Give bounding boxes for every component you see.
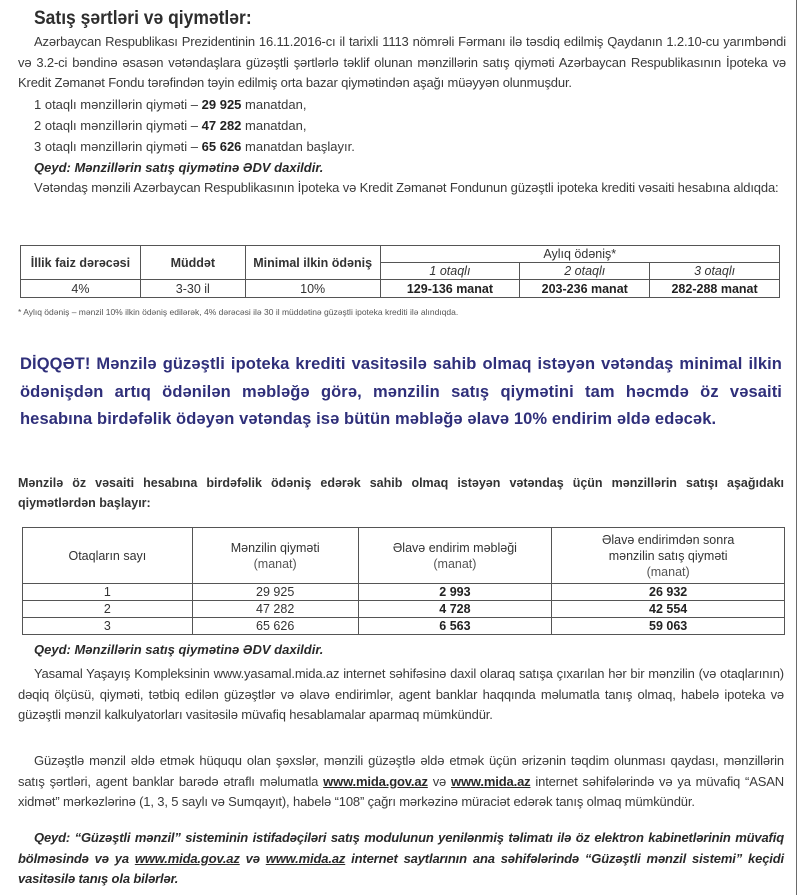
price-list (18, 94, 786, 157)
cell-final-price: 26 932 (552, 584, 785, 601)
document-content (18, 6, 786, 886)
paragraph-text: Güzəştlə mənzil əldə etmək hüququ olan şəxslər, mənzili güzəştlə əldə etmək üçün ərizənin təqdim olunması qaydası, mənzillərin satış şərtləri, agent banklar barədə ətraflı məlumatla (18, 753, 784, 789)
price-line-3room (34, 136, 786, 157)
mortgage-intro: Vətəndaş mənzili Azərbaycan Respublikasının İpoteka və Kredit Zəmanət Fondunun güzəştli ipoteka krediti vəsaiti hesabına aldıqda: (34, 179, 779, 195)
cash-price-table (22, 527, 785, 635)
header-discount-label: Əlavə endirim məbləği (392, 540, 517, 555)
header-rate: İllik faiz dərəcəsi (21, 246, 141, 280)
price-suffix: manatdan, (241, 96, 307, 112)
cell-final-price: 59 063 (552, 618, 785, 635)
price-amount: 29 925 (201, 96, 242, 112)
header-monthly: Aylıq ödəniş* (380, 246, 779, 263)
final-note-paragraph (18, 828, 784, 890)
table-row (23, 618, 785, 635)
cell-term: 3-30 il (140, 280, 245, 298)
cell-price: 29 925 (192, 584, 358, 601)
cell-discount: 2 993 (358, 584, 552, 601)
header-discount (358, 528, 552, 584)
eligibility-paragraph (18, 751, 784, 813)
table-row (21, 280, 780, 298)
cell-discount: 6 563 (358, 618, 552, 635)
header-rooms (23, 528, 193, 584)
price-amount: 47 282 (201, 117, 242, 133)
link-mida-az[interactable]: www.mida.az (265, 850, 346, 866)
header-min-payment: Minimal ilkin ödəniş (245, 246, 380, 280)
cell-rooms: 1 (23, 584, 193, 601)
header-room3: 3 otaqlı (650, 263, 780, 280)
price-line-2room (34, 115, 786, 136)
paragraph-text: internet saytlarının ana səhifələrində “Güzəştli mənzil sistemi” keçidi vasitəsilə tanış ola bilərlər. (18, 850, 784, 886)
header-term: Müddət (140, 246, 245, 280)
cell-room2: 203-236 manat (520, 280, 650, 298)
vat-note: Qeyd: Mənzillərin satış qiymətinə ƏDV daxildir. (34, 159, 324, 175)
cell-room1: 129-136 manat (380, 280, 520, 298)
price-line-1room (34, 94, 786, 115)
paragraph-text: internet səhifələrində və ya müvafiq “ASAN xidmət” mərkəzlərinə (1, 3, 5 saylı və Sumqayıt), habelə “108” çağrı mərkəzinə müraciət edərək tanış olmaq mümkündür. (18, 773, 784, 809)
paragraph-text: və (427, 773, 451, 789)
cell-rooms: 2 (23, 601, 193, 618)
header-rooms-label: Otaqların sayı (68, 548, 147, 563)
cell-min-payment: 10% (245, 280, 380, 298)
header-final-price (552, 528, 785, 584)
price-label: 2 otaqlı mənzillərin qiyməti – (34, 117, 202, 133)
header-final-line1: Əlavə endirimdən sonra (601, 532, 735, 547)
price-suffix: manatdan, (241, 117, 307, 133)
cell-room3: 282-288 manat (650, 280, 780, 298)
header-price-label: Mənzilin qiyməti (230, 540, 320, 555)
table-row (23, 584, 785, 601)
link-mida-az[interactable]: www.mida.az (451, 773, 531, 789)
header-price (192, 528, 358, 584)
price-label: 3 otaqlı mənzillərin qiyməti – (34, 138, 202, 154)
paragraph-text: Qeyd: “Güzəştli mənzil” sisteminin istifadəçiləri satış modulunun yenilənmiş təlimatı ilə öz elektron kabinetlərinin müvafiq bölməsində və ya (18, 830, 784, 866)
price-suffix: manatdan başlayır. (241, 138, 355, 154)
header-room2: 2 otaqlı (520, 263, 650, 280)
link-mida-gov-az[interactable]: www.mida.gov.az (323, 773, 428, 789)
yasamal-paragraph: Yasamal Yaşayış Kompleksinin www.yasamal.mida.az internet səhifəsinə daxil olaraq satışa çıxarılan hər bir mənzilin (və otaqlarının) dəqiq ölçüsü, qiyməti, tətbiq edilən güzəştlər və əlavə endirimlər, agent banklar haqqında məlumatla tanış olmaq, habelə ipoteka və güzəştli mənzil kalkulyatorları vasitəsilə müvafiq hesablamalar aparmaq mümkündür. (18, 666, 784, 722)
cell-discount: 4 728 (358, 601, 552, 618)
header-price-unit: (manat) (253, 556, 297, 571)
cell-final-price: 42 554 (552, 601, 785, 618)
price-label: 1 otaqlı mənzillərin qiyməti – (34, 96, 202, 112)
header-discount-unit: (manat) (433, 556, 477, 571)
footnote: * Aylıq ödəniş – mənzil 10% ilkin ödəniş edilərək, 4% dərəcəsi ilə 30 il müddətinə güzəştli ipoteka krediti ilə alındıqda. (18, 307, 459, 317)
page-title: Satış şərtləri və qiymətlər: (34, 8, 252, 29)
vat-note-2: Qeyd: Mənzillərin satış qiymətinə ƏDV daxildir. (34, 642, 324, 657)
table-row (23, 601, 785, 618)
header-room1: 1 otaqlı (380, 263, 520, 280)
cell-rooms: 3 (23, 618, 193, 635)
paragraph-text: və (239, 850, 266, 866)
link-mida-gov-az[interactable]: www.mida.gov.az (134, 850, 240, 866)
cash-payment-intro: Mənzilə öz vəsaiti hesabına birdəfəlik ödəniş edərək sahib olmaq istəyən vətəndaş üçün mənzillərin satışı aşağıdakı qiymətlərdən başlayır: (18, 476, 784, 510)
cell-rate: 4% (21, 280, 141, 298)
attention-notice: DİQQƏT! Mənzilə güzəştli ipoteka krediti vasitəsilə sahib olmaq istəyən vətəndaş minimal ilkin ödənişdən artıq ödənilən məbləğə görə, mənzilin satış qiymətini tam həcmdə öz vəsaiti hesabına birdəfəlik ödəyən vətəndaş isə bütün məbləğə əlavə 10% endirim əldə edəcək. (20, 355, 782, 428)
cell-price: 47 282 (192, 601, 358, 618)
mortgage-table (20, 245, 780, 298)
price-amount: 65 626 (201, 138, 242, 154)
cell-price: 65 626 (192, 618, 358, 635)
intro-paragraph: Azərbaycan Respublikası Prezidentinin 16.11.2016-cı il tarixli 1113 nömrəli Fərmanı ilə təsdiq edilmiş Qaydanın 1.2.10-cu yarımbəndi və 3.2-ci bəndinə əsasən vətəndaşlara güzəştli şərtlərlə təklif olunan mənzillərin satış qiyməti Azərbaycan Respublikasının İpoteka və Kredit Zəmanət Fondu tərəfindən təyin edilmiş orta bazar qiymətindən aşağı müəyyən olunmuşdur. (18, 34, 786, 90)
header-final-unit: (manat) (646, 564, 690, 579)
header-final-line2: mənzilin satış qiyməti (608, 548, 728, 563)
